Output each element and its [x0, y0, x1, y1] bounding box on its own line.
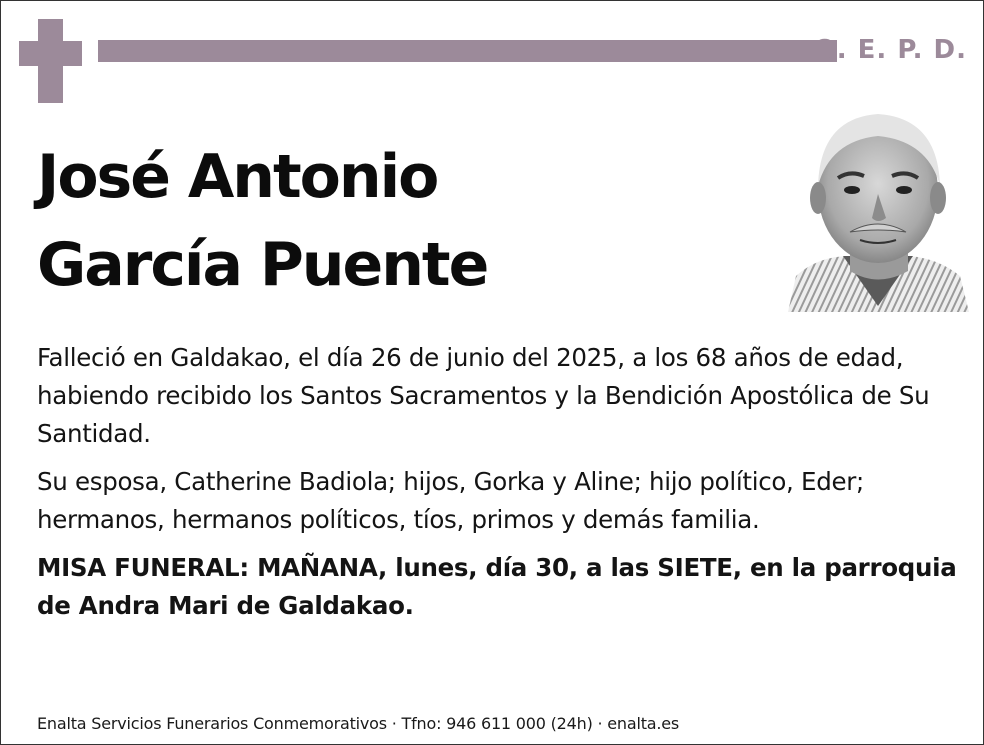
funeral-home-footer: Enalta Servicios Funerarios Conmemorativos · Tfno: 946 611 000 (24h) · enalta.es [37, 714, 680, 733]
deceased-name-line-1: José Antonio [37, 142, 438, 212]
death-announcement-paragraph: Falleció en Galdakao, el día 26 de junio del 2025, a los 68 años de edad, habiendo recibido los Santos Sacramentos y la Bendición Apostólica de Su Santidad. [37, 343, 930, 448]
funeral-mass-paragraph: MISA FUNERAL: MAÑANA, lunes, día 30, a las SIETE, en la parroquia de Andra Mari de Galdakao. [37, 553, 957, 620]
deceased-name-line-2: García Puente [37, 230, 488, 300]
cross-icon [19, 19, 82, 103]
header-divider-bar [98, 40, 837, 62]
deceased-name [37, 133, 487, 309]
obituary-body [37, 339, 957, 635]
qepd-badge: Q. E. P. D. [813, 35, 967, 65]
family-paragraph: Su esposa, Catherine Badiola; hijos, Gorka y Aline; hijo político, Eder; hermanos, hermanos políticos, tíos, primos y demás familia. [37, 467, 864, 534]
deceased-portrait-photo [788, 106, 969, 312]
